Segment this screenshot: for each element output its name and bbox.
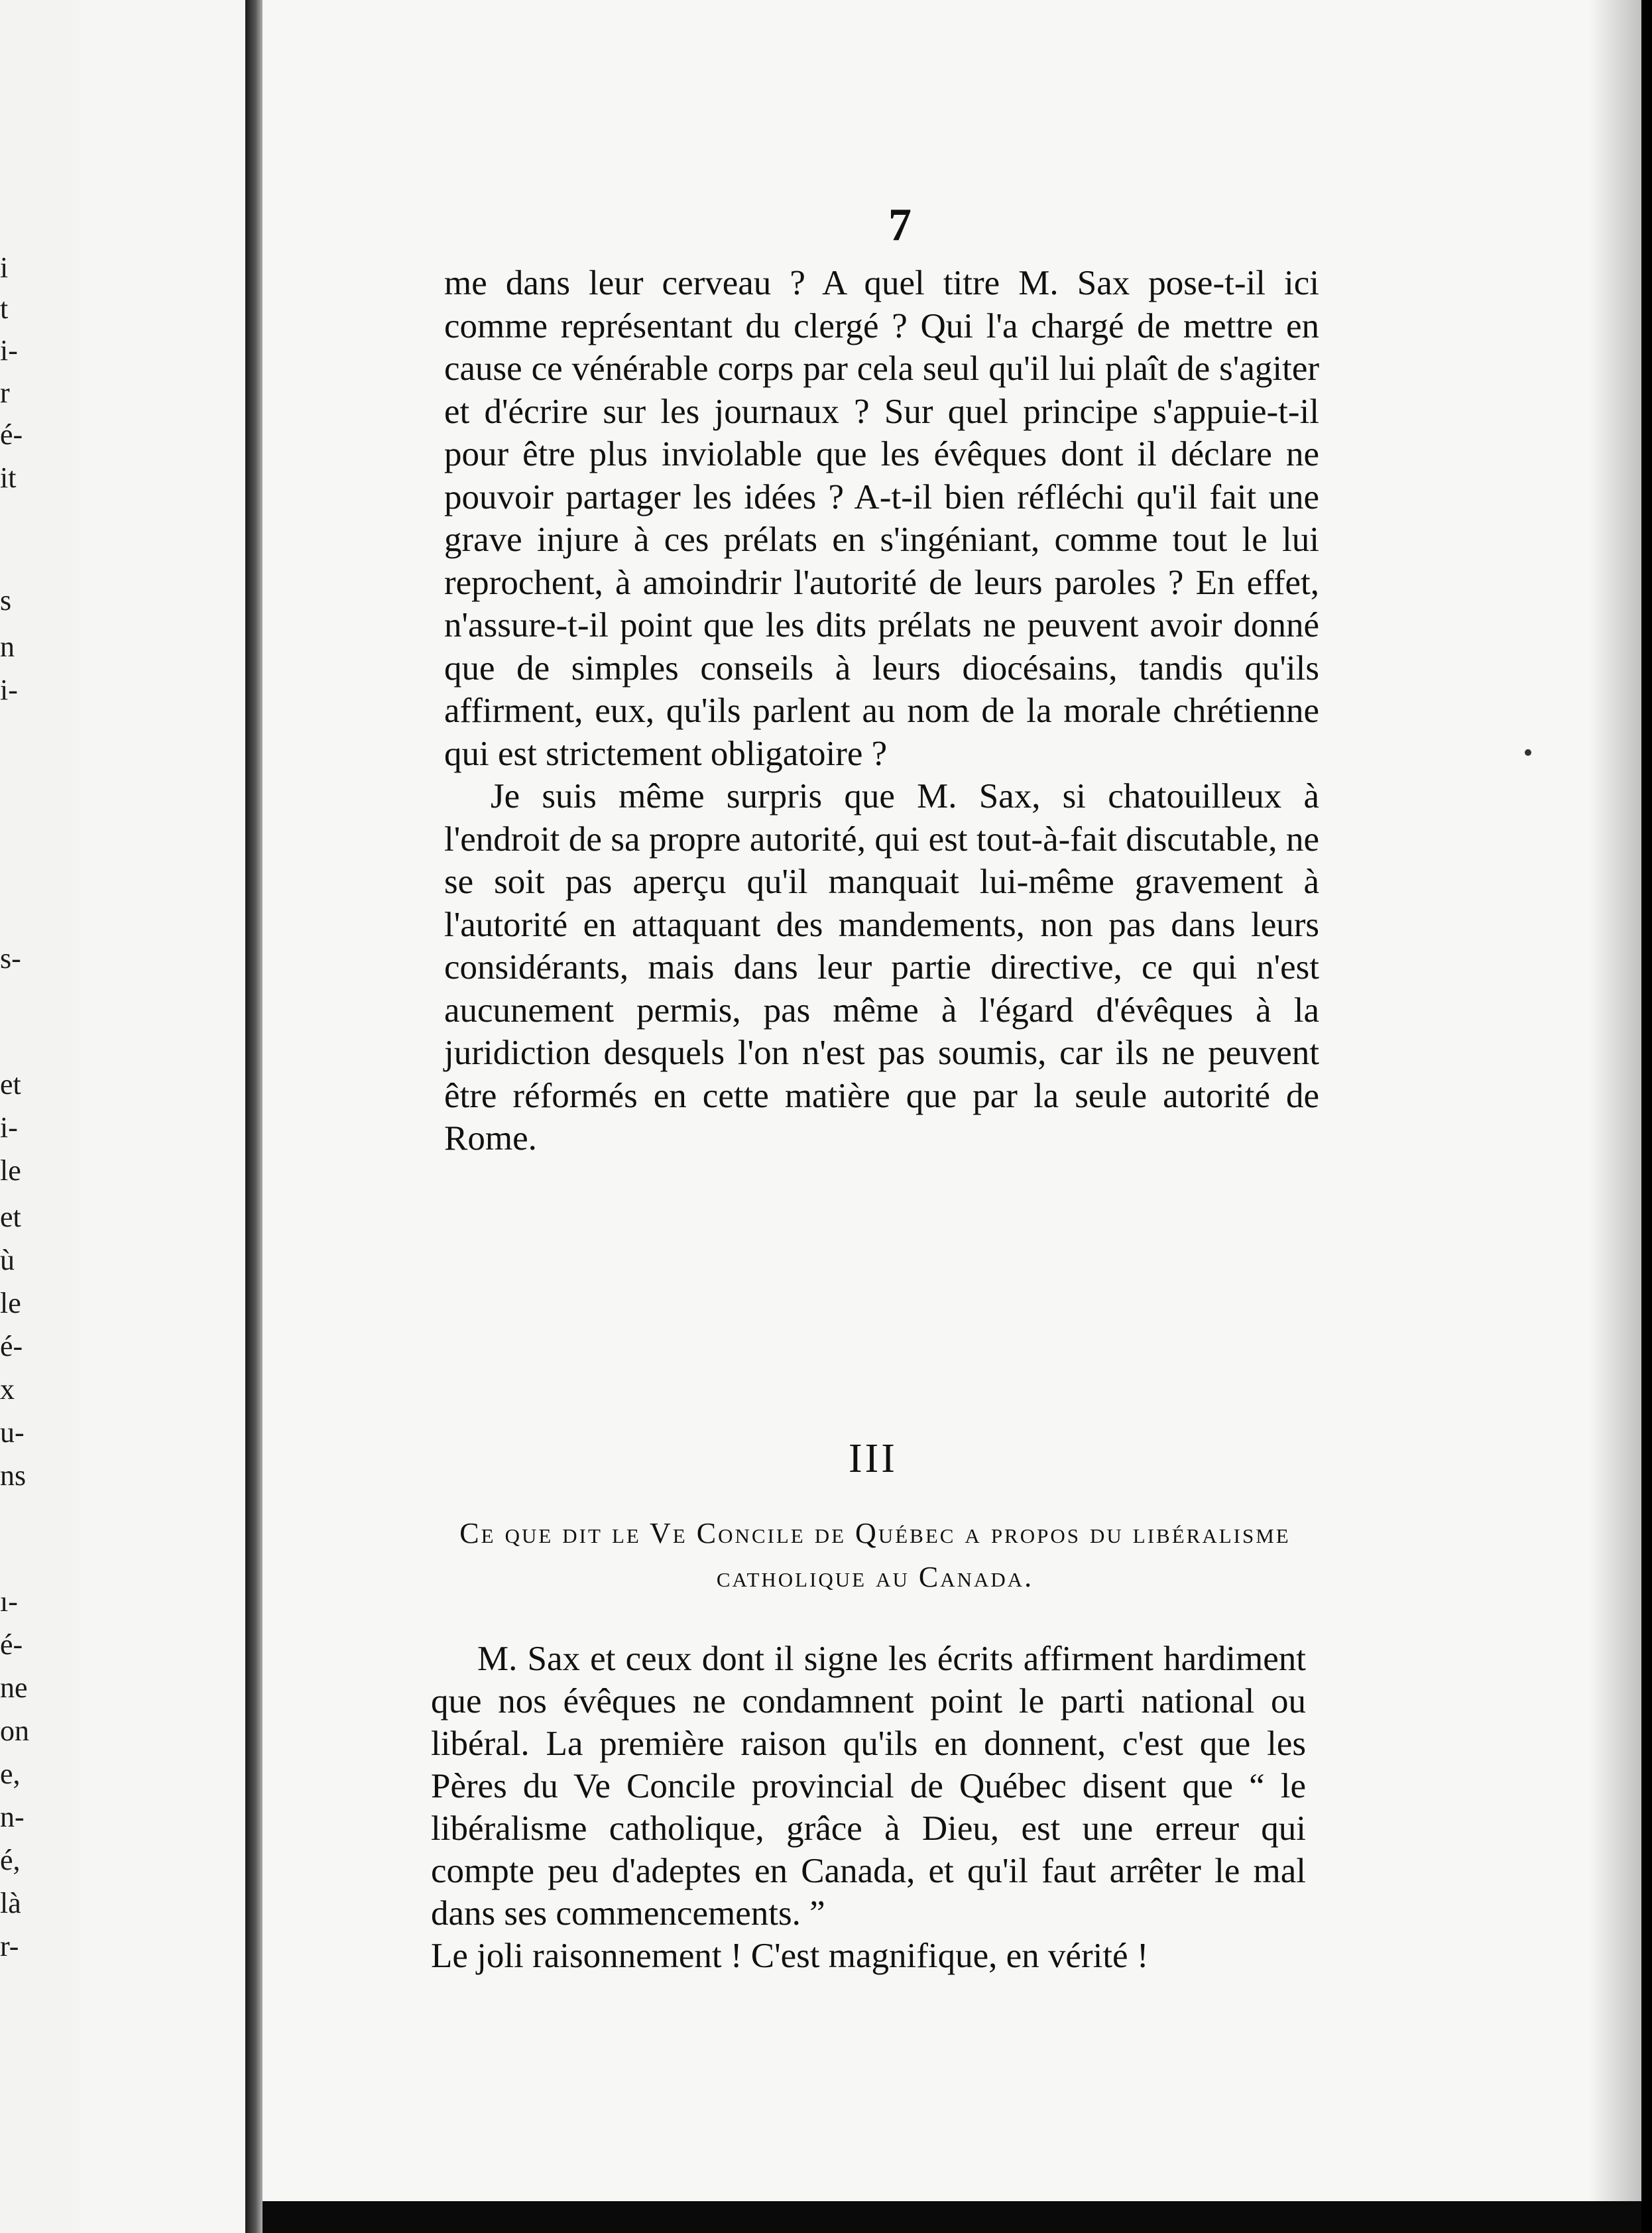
left-fragment: ù xyxy=(0,1244,15,1276)
left-fragment: et xyxy=(0,1068,21,1101)
left-fragment: ı- xyxy=(0,1585,18,1618)
left-fragment: t xyxy=(0,292,9,325)
left-fragment: le xyxy=(0,1287,21,1319)
left-fragment: e, xyxy=(0,1758,21,1790)
left-fragment: é- xyxy=(0,418,23,451)
left-fragment: i- xyxy=(0,674,18,706)
body-text-upper xyxy=(444,262,1319,1160)
left-fragment: ne xyxy=(0,1671,28,1704)
page-edge-shadow xyxy=(1588,0,1641,2233)
left-fragment: x xyxy=(0,1373,15,1406)
left-fragment: it xyxy=(0,461,17,494)
paragraph-last-line: Le joli raisonnement ! C'est magnifique, en vérité ! xyxy=(431,1937,1149,1975)
left-fragment: n xyxy=(0,631,15,663)
left-fragment: s xyxy=(0,584,12,617)
body-text-lower xyxy=(431,1638,1306,1977)
left-page xyxy=(0,0,252,2233)
page-number: 7 xyxy=(888,200,912,251)
section-heading: Ce que dit le Ve Concile de Québec a propos du libéralisme catholique au Canada. xyxy=(459,1517,1291,1593)
left-fragment: n- xyxy=(0,1801,25,1833)
left-fragment: u- xyxy=(0,1416,25,1449)
left-page-text-fragments xyxy=(0,0,80,2233)
left-fragment: là xyxy=(0,1887,21,1919)
left-fragment: s- xyxy=(0,942,21,975)
left-fragment: r xyxy=(0,377,10,409)
left-fragment: é, xyxy=(0,1844,21,1876)
scan-bottom-border xyxy=(263,2201,1641,2233)
left-fragment: le xyxy=(0,1154,21,1187)
left-fragment: i xyxy=(0,251,9,284)
left-fragment: ns xyxy=(0,1459,27,1492)
section-number: III xyxy=(849,1436,898,1481)
left-fragment: et xyxy=(0,1201,21,1233)
ink-speck xyxy=(1525,749,1531,756)
left-fragment: é- xyxy=(0,1628,23,1661)
left-fragment: i- xyxy=(0,1111,18,1144)
left-fragment: i- xyxy=(0,334,18,367)
paragraph-continuation: me dans leur cerveau ? A quel titre M. Sax pose-t-il ici comme représentant du clergé ? Qui l'a chargé de mettre en cause ce vénérable corps par cela seul qu'il lui plaît de s'agiter et d'écrire sur les journaux ? Sur quel principe s'appuie-t-il pour être plus inviolable que les évêques dont il déclare ne pouvoir partager les idées ? A-t-il bien réfléchi qu'il fait une grave injure à ces prélats en s'ingéniant, comme tout le lui reprochent, à amoindrir l'autorité de leurs paroles ? En effet, n'assure-t-il point que les dits prélats ne peuvent avoir donné que de simples conseils à leurs diocésains, tandis qu'ils affirment, eux, qu'ils parlent au nom de la morale chrétienne qui est strictement obligatoire ? xyxy=(444,264,1319,773)
left-fragment: r- xyxy=(0,1930,19,1962)
paragraph: M. Sax et ceux dont il signe les écrits affirment hardiment que nos évêques ne condamnent point le parti national ou libéral. La première raison qu'ils en donnent, c'est que les Pères du Ve Concile provincial de Québec disent que “ le libéralisme catholique, grâce à Dieu, est une erreur qui compte peu d'adeptes en Canada, et qu'il faut arrêter le mal dans ses commencements. ” xyxy=(431,1640,1306,1933)
left-fragment: on xyxy=(0,1715,29,1747)
left-fragment: é- xyxy=(0,1330,23,1362)
paragraph: Je suis même surpris que M. Sax, si chatouilleux à l'endroit de sa propre autorité, qui est tout-à-fait discutable, ne se soit pas aperçu qu'il manquait lui-même gravement à l'autorité en attaquant des mandements, non pas dans leurs considérants, mais dans leur partie directive, ce qui n'est aucunement permis, pas même à l'égard d'évêques à la juridiction desquels l'on n'est pas soumis, car ils ne peuvent être réformés en cette matière que par la seule autorité de Rome. xyxy=(444,777,1319,1158)
